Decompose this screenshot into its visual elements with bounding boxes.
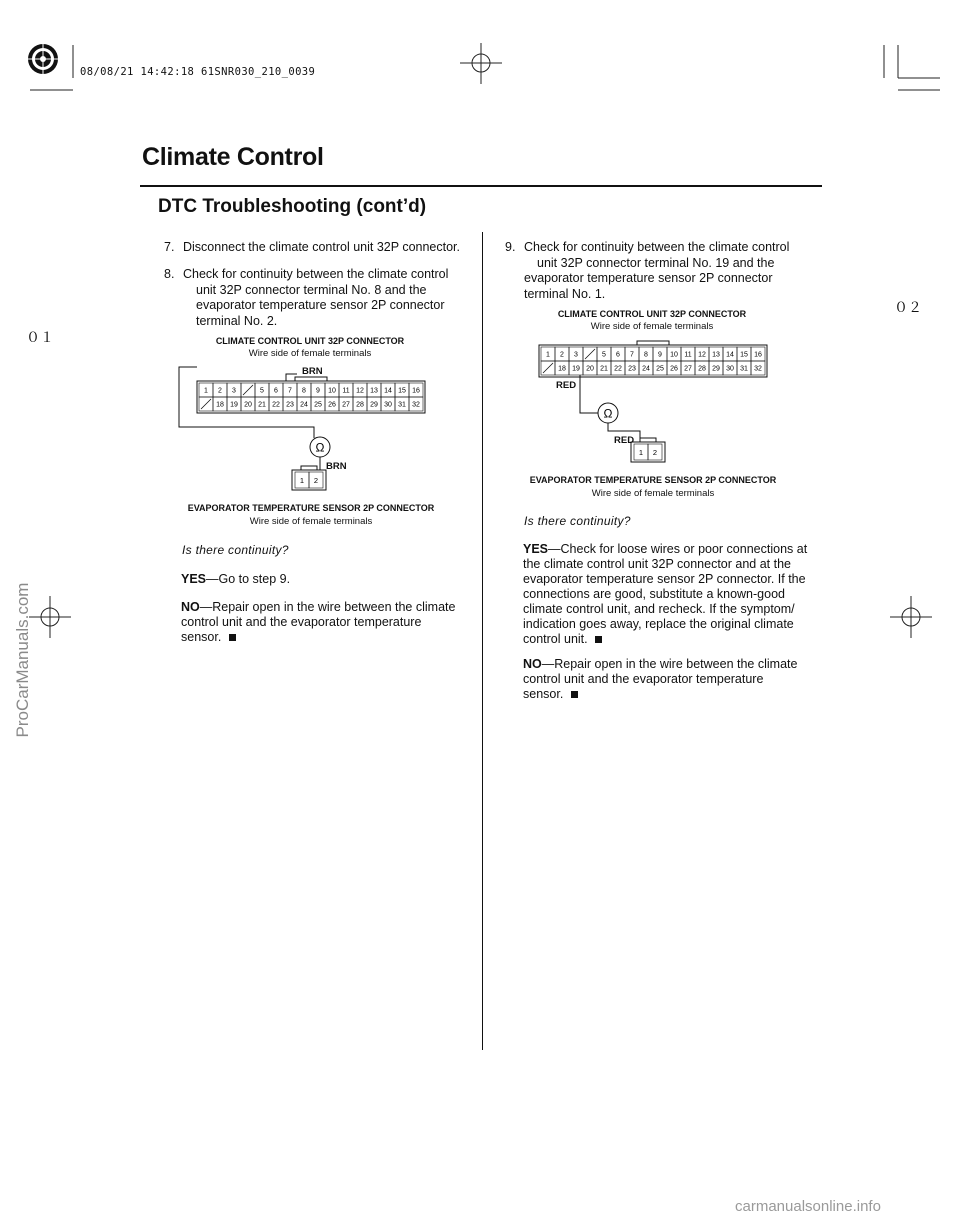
left-ccu-caption: CLIMATE CONTROL UNIT 32P CONNECTOR [215,336,405,346]
connector-lock [640,438,656,442]
terminal-number: 11 [342,387,350,395]
empty-terminal-slash [201,399,211,409]
terminal-number: 31 [740,365,748,373]
terminal-number: 8 [644,351,648,359]
left-evap-caption: EVAPORATOR TEMPERATURE SENSOR 2P CONNECTOR [187,503,435,513]
right-question: Is there continuity? [524,514,631,528]
terminal-number: 20 [244,401,252,409]
terminal-number: 2 [652,447,658,457]
end-mark-icon [571,691,578,698]
right-2p-connector [631,438,665,462]
terminal-number: 32 [754,365,762,373]
terminal-number: 29 [712,365,720,373]
terminal-number: 12 [698,351,706,359]
terminal-number: 15 [740,351,748,359]
terminal-number: 22 [614,365,622,373]
left-wire-label-bottom: BRN [326,461,347,472]
terminal-number: 21 [258,401,266,409]
terminal-number: 14 [384,387,392,395]
margin-mark-left: ０１ [26,330,54,346]
terminal-number: 2 [560,351,564,359]
terminal-number: 1 [299,475,305,485]
terminal-number: 18 [216,401,224,409]
terminal-number: 15 [398,387,406,395]
print-stamp: 08/08/21 14:42:18 61SNR030_210_0039 [80,66,316,78]
right-no: NO—Repair open in the wire between the climate control unit and the evaporator temperature sensor. [523,657,798,701]
right-32p-connector [539,341,767,377]
terminal-number: 11 [684,351,692,359]
terminal-number: 7 [288,387,292,395]
terminal-number: 27 [342,401,350,409]
right-wire-label-top: RED [556,380,577,391]
terminal-number: 9 [658,351,662,359]
terminal-number: 28 [698,365,706,373]
left-diagram [175,362,455,502]
terminal-number: 3 [232,387,236,395]
left-ccu-sub: Wire side of female terminals [248,348,372,359]
terminal-number: 6 [274,387,278,395]
watermark-left: ProCarManuals.com [13,582,32,738]
terminal-number: 10 [670,351,678,359]
left-2p-connector [292,466,326,490]
terminal-number: 26 [328,401,336,409]
terminal-number: 19 [230,401,238,409]
terminal-number: 26 [670,365,678,373]
connector-lock [301,466,317,470]
terminal-number: 2 [313,475,319,485]
terminal-number: 13 [370,387,378,395]
left-32p-connector [197,377,425,413]
terminal-number: 2 [218,387,222,395]
terminal-number: 5 [602,351,606,359]
right-ccu-caption: CLIMATE CONTROL UNIT 32P CONNECTOR [557,309,747,319]
left-yes: YES—Go to step 9. [181,572,291,586]
terminal-number: 3 [574,351,578,359]
left-evap-sub: Wire side of female terminals [249,516,373,527]
terminal-number: 25 [314,401,322,409]
terminal-number: 25 [656,365,664,373]
margin-mark-right: ０２ [894,300,922,316]
left-meter-symbol: Ω [315,440,325,455]
terminal-number: 24 [300,401,308,409]
page-title: Climate Control [142,143,324,171]
terminal-number: 21 [600,365,608,373]
end-mark-icon [595,636,602,643]
terminal-number: 1 [638,447,644,457]
connector-lock [295,377,327,381]
terminal-number: 1 [204,387,208,395]
terminal-number: 23 [286,401,294,409]
terminal-number: 27 [684,365,692,373]
terminal-number: 5 [260,387,264,395]
terminal-number: 7 [630,351,634,359]
left-wire-label-top: BRN [302,366,323,377]
step-7: 7. Disconnect the climate control unit 32P connector. [164,240,461,254]
empty-terminal-slash [243,385,253,395]
section-title: DTC Troubleshooting (cont’d) [158,196,427,217]
terminal-number: 30 [726,365,734,373]
terminal-number: 31 [398,401,406,409]
step-9: 9. Check for continuity between the climate control unit 32P connector terminal No. 19 and the evaporator temperature sensor 2P connector terminal No. 1. [505,240,790,301]
terminal-number: 8 [302,387,306,395]
right-diagram [535,335,815,475]
right-evap-sub: Wire side of female terminals [591,488,715,499]
terminal-number: 30 [384,401,392,409]
terminal-number: 18 [558,365,566,373]
terminal-number: 28 [356,401,364,409]
terminal-number: 6 [616,351,620,359]
terminal-number: 19 [572,365,580,373]
right-yes: YES—Check for loose wires or poor connections at the climate control unit 32P connector and at the evaporator temperature sensor 2P connector. If the connections are good, substitute a known-good climate control unit, and recheck. If the symptom/ indication goes away, replace the original climate control unit. [523,542,808,646]
end-mark-icon [229,634,236,641]
right-evap-caption: EVAPORATOR TEMPERATURE SENSOR 2P CONNECTOR [529,475,777,485]
right-wire-label-bottom: RED [614,435,635,446]
terminal-number: 12 [356,387,364,395]
terminal-number: 24 [642,365,650,373]
registration-target-icon [23,39,63,79]
left-question: Is there continuity? [182,543,289,557]
step-8: 8. Check for continuity between the climate control unit 32P connector terminal No. 8 and the evaporator temperature sensor 2P connector terminal No. 2. [164,267,449,328]
empty-terminal-slash [585,349,595,359]
title-rule [140,185,822,187]
terminal-number: 32 [412,401,420,409]
terminal-number: 16 [412,387,420,395]
left-no: NO—Repair open in the wire between the climate control unit and the evaporator temperature sensor. [181,600,456,644]
terminal-number: 20 [586,365,594,373]
terminal-number: 22 [272,401,280,409]
column-divider [482,232,483,1050]
terminal-number: 10 [328,387,336,395]
empty-terminal-slash [543,363,553,373]
terminal-number: 23 [628,365,636,373]
connector-lock [637,341,669,345]
terminal-number: 29 [370,401,378,409]
watermark-bottom: carmanualsonline.info [735,1198,881,1215]
terminal-number: 9 [316,387,320,395]
terminal-number: 16 [754,351,762,359]
right-meter-symbol: Ω [603,406,613,421]
terminal-number: 14 [726,351,734,359]
terminal-number: 13 [712,351,720,359]
terminal-number: 1 [546,351,550,359]
right-ccu-sub: Wire side of female terminals [590,321,714,332]
